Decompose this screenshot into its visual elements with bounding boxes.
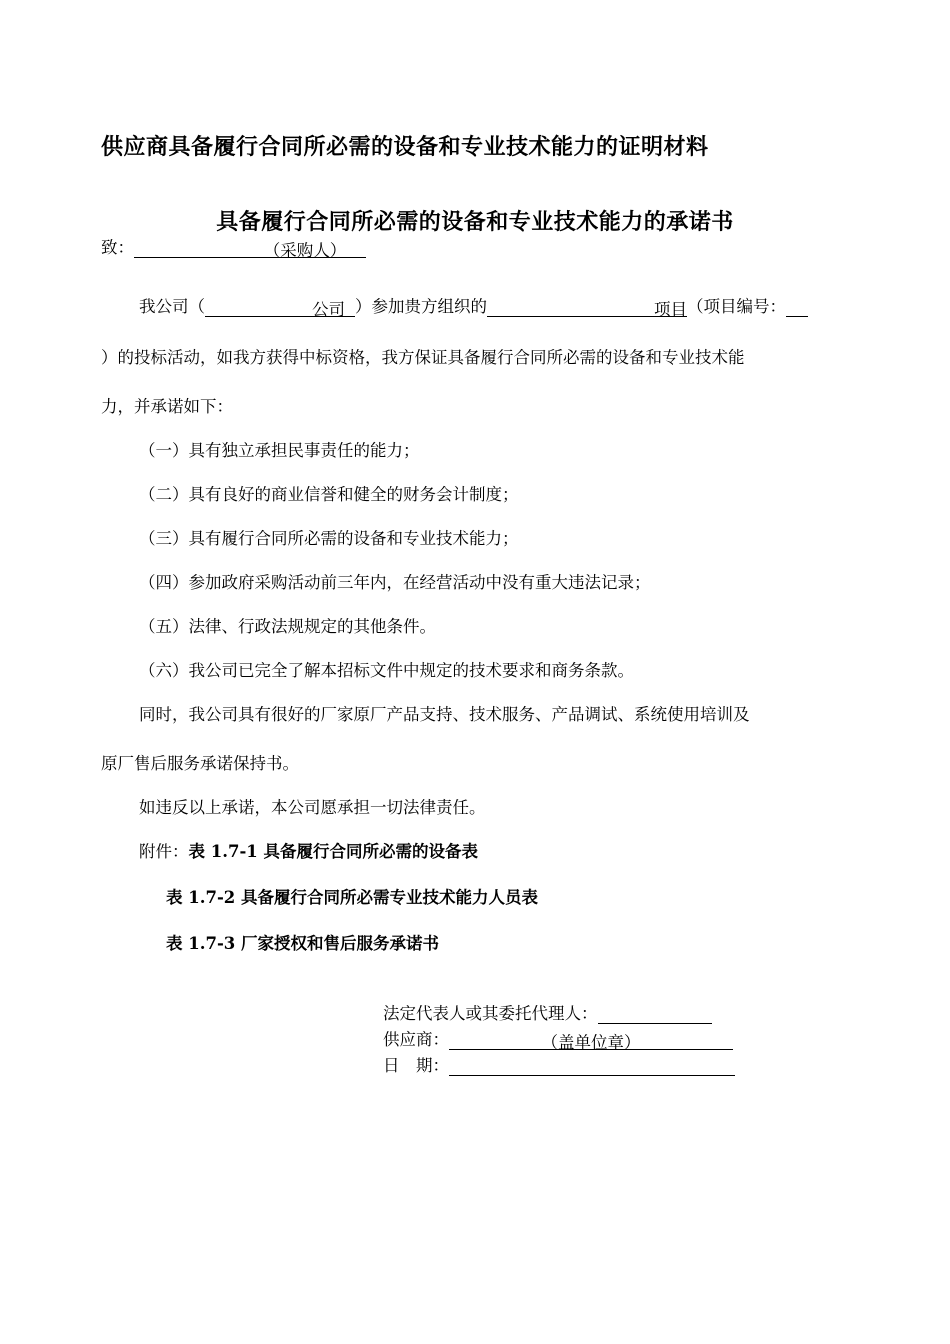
document-title: 供应商具备履行合同所必需的设备和专业技术能力的证明材料	[101, 135, 709, 160]
intro-part-3: （项目编号：	[687, 297, 786, 316]
attachment-item: 表 1.7-3 厂家授权和售后服务承诺书	[166, 934, 440, 953]
company-hint: 公司	[312, 300, 345, 319]
addressee-line	[101, 234, 366, 258]
commitment-item: （三）具有履行合同所必需的设备和专业技术能力；	[139, 529, 519, 548]
attachment-line-1	[139, 838, 478, 862]
supplier-line	[383, 1026, 733, 1050]
representative-field[interactable]	[598, 1003, 712, 1024]
company-field[interactable]	[205, 296, 355, 317]
purchaser-hint: （采购人）	[263, 241, 347, 260]
intro-part-2: ）参加贵方组织的	[355, 297, 487, 316]
commitment-item: （二）具有良好的商业信誉和健全的财务会计制度；	[139, 485, 519, 504]
intro-line-3: 力，并承诺如下：	[101, 397, 233, 416]
intro-line-1	[139, 293, 808, 317]
attachment-item: 表 1.7-2 具备履行合同所必需专业技术能力人员表	[166, 888, 539, 907]
seal-hint: （盖单位章）	[541, 1033, 641, 1052]
attachment-item: 表 1.7-1 具备履行合同所必需的设备表	[188, 842, 479, 861]
representative-line	[383, 1000, 712, 1024]
support-line-1: 同时，我公司具有很好的厂家原厂产品支持、技术服务、产品调试、系统使用培训及	[139, 705, 750, 724]
supplier-label: 供应商：	[383, 1030, 449, 1049]
attachment-label: 附件：	[139, 842, 189, 861]
date-field[interactable]	[449, 1055, 735, 1076]
liability-statement: 如违反以上承诺，本公司愿承担一切法律责任。	[139, 798, 486, 817]
representative-label: 法定代表人或其委托代理人：	[383, 1004, 598, 1023]
date-label: 日 期：	[383, 1056, 449, 1075]
commitment-item: （五）法律、行政法规规定的其他条件。	[139, 617, 436, 636]
project-field[interactable]	[487, 296, 687, 317]
intro-line-2: ）的投标活动，如我方获得中标资格，我方保证具备履行合同所必需的设备和专业技术能	[101, 348, 745, 367]
support-line-2: 原厂售后服务承诺保持书。	[101, 754, 299, 773]
date-line	[383, 1052, 735, 1076]
addressee-label: 致：	[101, 238, 134, 257]
supplier-field[interactable]	[449, 1029, 733, 1050]
purchaser-field[interactable]	[134, 237, 366, 258]
commitment-item: （六）我公司已完全了解本招标文件中规定的技术要求和商务条款。	[139, 661, 634, 680]
project-hint: 项目	[654, 300, 687, 319]
letter-title: 具备履行合同所必需的设备和专业技术能力的承诺书	[216, 210, 734, 235]
project-number-field[interactable]	[786, 296, 808, 317]
intro-part-1: 我公司（	[139, 297, 205, 316]
commitment-item: （一）具有独立承担民事责任的能力；	[139, 441, 420, 460]
commitment-item: （四）参加政府采购活动前三年内，在经营活动中没有重大违法记录；	[139, 573, 651, 592]
